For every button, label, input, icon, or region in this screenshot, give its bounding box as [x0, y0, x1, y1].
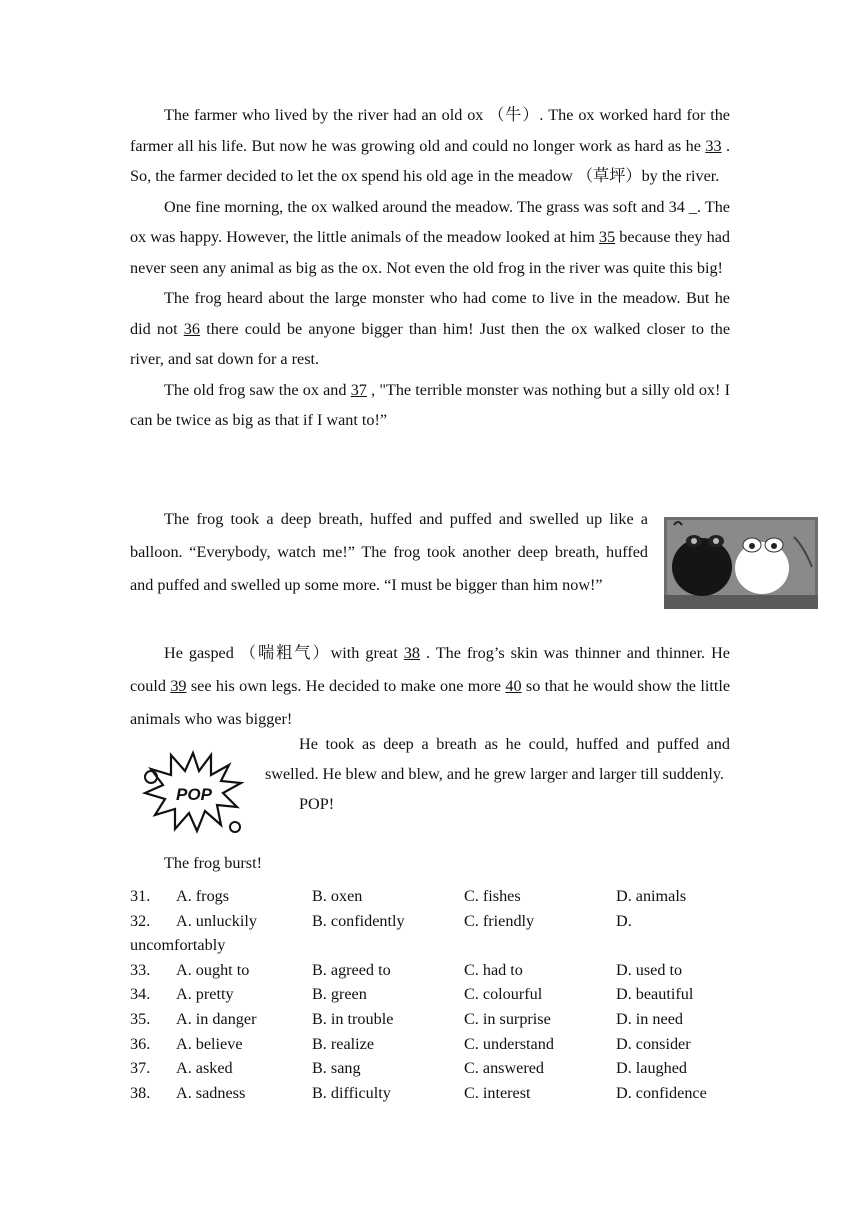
paragraph-9: The frog burst! [164, 854, 262, 872]
option-d: D. laughed [616, 1059, 688, 1078]
question-row [130, 1032, 730, 1057]
question-number: 34. [130, 985, 151, 1004]
option-b: B. green [312, 985, 367, 1004]
option-c: C. friendly [464, 911, 535, 930]
option-b: B. in trouble [312, 1009, 394, 1028]
option-a: A. in danger [176, 1009, 257, 1028]
question-row-continuation [130, 933, 730, 958]
option-c: C. understand [464, 1034, 554, 1053]
paragraph-text: see his own legs. He decided to make one more [186, 677, 506, 695]
option-d: D. consider [616, 1034, 691, 1053]
paragraph-text: The frog heard about the large monster who had come to live in the meadow. But he did not [130, 289, 730, 338]
blank-36: 36 [183, 319, 200, 338]
paragraph-3 [130, 283, 730, 375]
question-number: 35. [130, 1009, 151, 1028]
option-a: A. sadness [176, 1083, 246, 1102]
paragraph-5: The frog took a deep breath, huffed and puffed and swelled up like a balloon. “Everybody, watch me!” The frog took another deep breath, huffed and puffed and swelled up some more. “I must be bigger than him now!” [130, 510, 648, 594]
option-c: C. fishes [464, 887, 521, 905]
passage-cont [130, 637, 730, 736]
option-a: A. believe [176, 1034, 243, 1053]
option-d-continuation: uncomfortably [130, 936, 226, 955]
paragraph-text: , "The terrible monster was nothing but a silly old ox! I can be twice as big as that if I want to!” [130, 380, 730, 429]
question-row [130, 982, 730, 1007]
option-a: A. pretty [176, 985, 234, 1004]
paragraph-text: so that he would show the little animals who was bigger! [130, 677, 731, 728]
frog-ox-illustration [664, 517, 818, 609]
option-c: C. colourful [464, 985, 543, 1004]
option-a: A. asked [176, 1059, 233, 1078]
paragraph-1 [130, 100, 730, 192]
paragraph-7: He took as deep a breath as he could, huffed and puffed and swelled. He blew and blew, and he grew larger and larger till suddenly. [265, 735, 730, 783]
blank-35: 35 [598, 228, 616, 246]
question-row [130, 1081, 730, 1106]
question-row [130, 1007, 730, 1032]
blank-33: 33 [705, 136, 722, 155]
blank-37: 37 [350, 380, 367, 399]
pop-burst-illustration [137, 745, 249, 837]
option-d: D. confidence [616, 1083, 707, 1102]
blank-38: 38 [403, 644, 420, 662]
question-row [130, 909, 730, 934]
paragraph-4 [130, 375, 730, 436]
option-a: A. unluckily [176, 911, 257, 930]
option-d: D. animals [616, 887, 687, 905]
paragraph-text: The old frog saw the ox and [164, 380, 351, 399]
option-d: D. in need [616, 1009, 683, 1028]
paragraph-text: . The frog’s skin was thinner and thinner. He could [130, 644, 730, 695]
paragraph-text: there could be anyone bigger than him! Just then the ox walked closer to the river, and sat down for a rest. [130, 319, 731, 368]
paragraph-2 [130, 192, 730, 284]
paragraph-8: POP! [299, 795, 335, 813]
question-number: 36. [130, 1034, 151, 1053]
option-c: C. interest [464, 1083, 531, 1102]
option-b: B. confidently [312, 911, 405, 930]
question-number: 33. [130, 960, 151, 979]
pop-word: POP [176, 785, 212, 804]
passage-pop [265, 729, 730, 819]
blank-40: 40 [505, 677, 522, 695]
passage-wrapped [130, 503, 648, 602]
question-row [130, 884, 730, 909]
question-number: 38. [130, 1083, 151, 1102]
option-a: A. frogs [176, 887, 230, 905]
paragraph-text: He gasped （喘粗气）with great [164, 644, 404, 662]
paragraph-text: One fine morning, the ox walked around the meadow. The grass was soft and 34 _. The ox was happy. However, the little animals of the meadow looked at him [130, 197, 730, 246]
option-b: B. realize [312, 1034, 375, 1053]
option-c: C. in surprise [464, 1009, 551, 1028]
option-d: D. beautiful [616, 985, 694, 1004]
question-number: 37. [130, 1059, 151, 1078]
question-options [130, 884, 730, 1105]
paragraph-6 [130, 637, 730, 736]
question-number: 32. [130, 911, 151, 930]
passage-end [130, 848, 730, 879]
option-c: C. had to [464, 960, 523, 979]
paragraph-text: . So, the farmer decided to let the ox spend his old age in the meadow （草坪）by the river. [130, 136, 730, 185]
paragraph-text: because they had never seen any animal as big as the ox. Not even the old frog in the river was quite this big! [130, 228, 730, 277]
option-d: D. used to [616, 960, 683, 979]
option-b: B. difficulty [312, 1083, 391, 1102]
option-b: B. oxen [312, 887, 363, 905]
paragraph-text: The farmer who lived by the river had an old ox （牛）. The ox worked hard for the farmer all his life. But now he was growing old and could no longer work as hard as he [130, 106, 730, 155]
option-b: B. agreed to [312, 960, 391, 979]
question-row [130, 1056, 730, 1081]
blank-39: 39 [170, 677, 187, 695]
option-a: A. ought to [176, 960, 250, 979]
option-b: B. sang [312, 1059, 361, 1078]
option-d: D. [616, 911, 632, 930]
question-number: 31. [130, 887, 151, 905]
question-row [130, 958, 730, 983]
passage [130, 100, 730, 436]
option-c: C. answered [464, 1059, 545, 1078]
